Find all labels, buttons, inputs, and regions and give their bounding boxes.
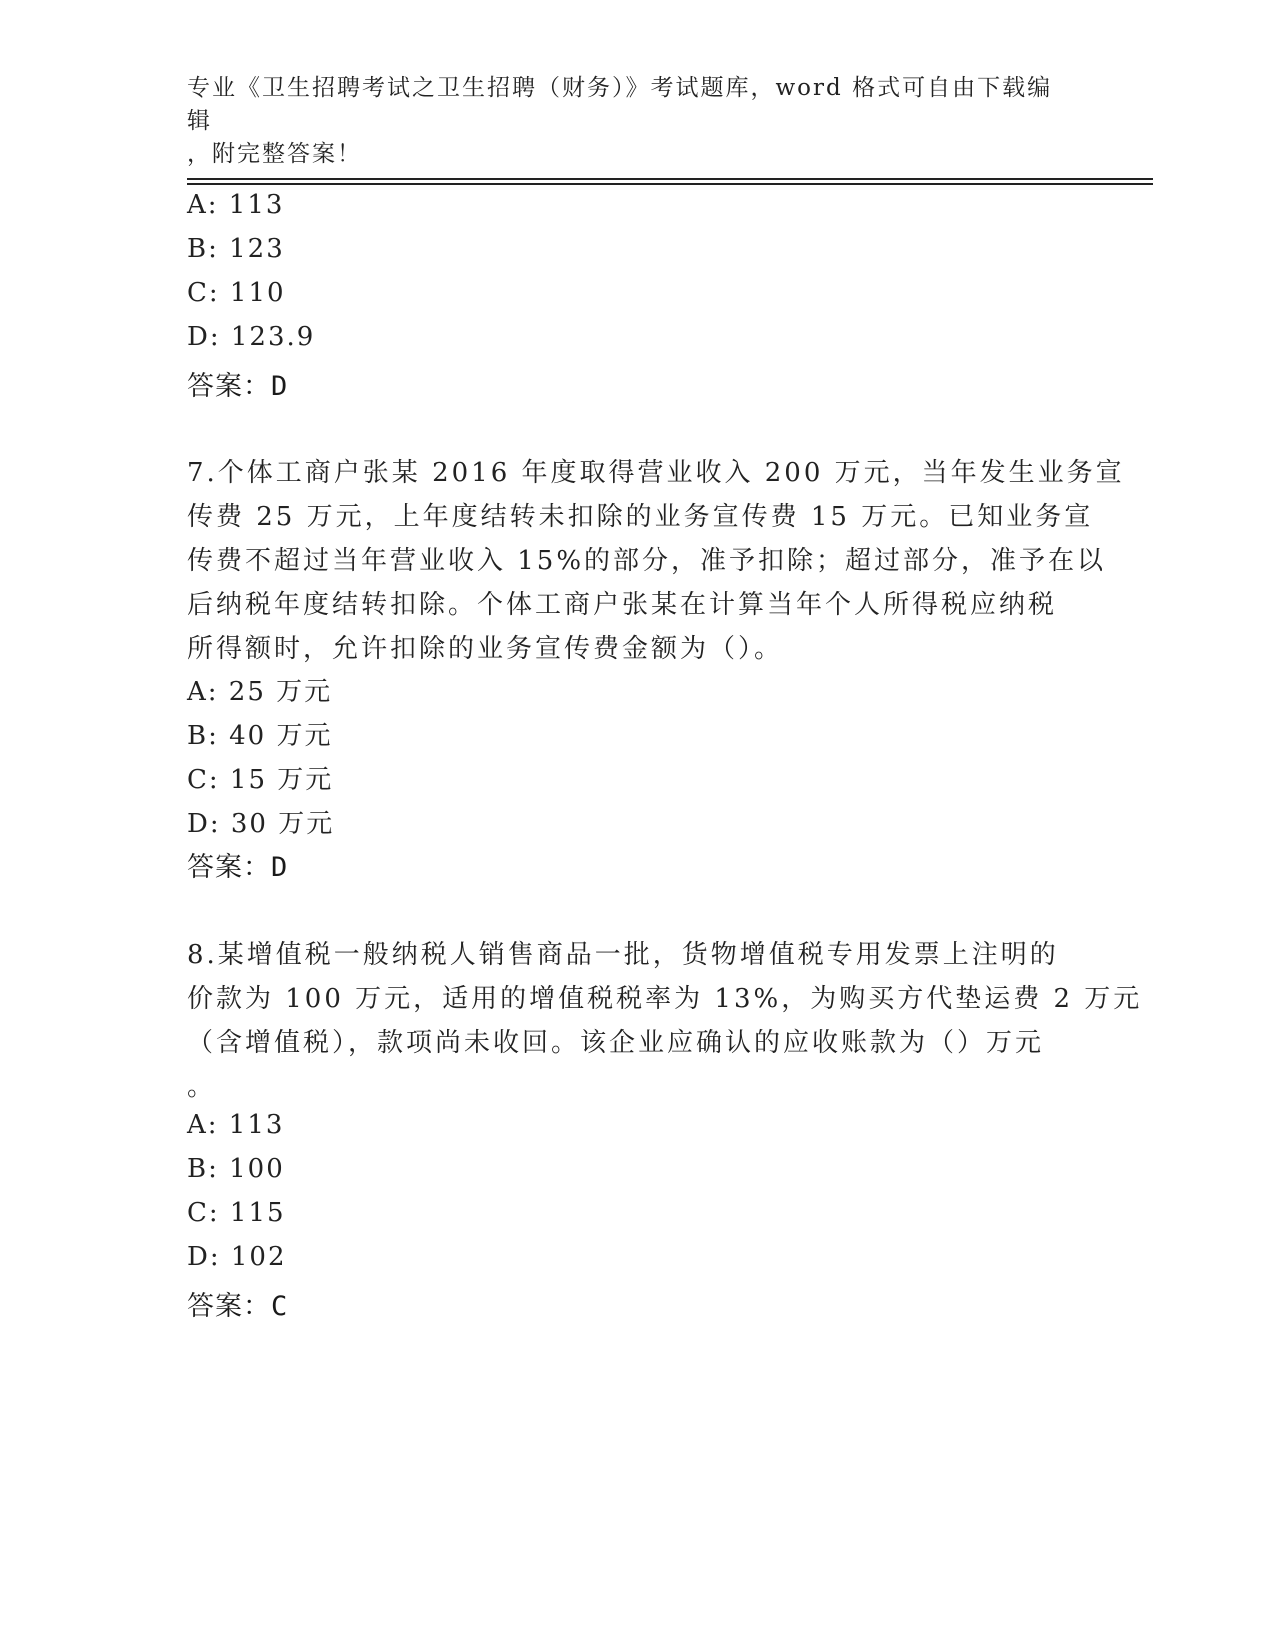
q7-text-line-2: 传费 25 万元，上年度结转未扣除的业务宣传费 15 万元。已知业务宣 [187, 502, 1094, 532]
q7-option-b: B: 40 万元 [187, 721, 333, 751]
q8-option-a: A: 113 [187, 1110, 285, 1140]
q8-option-c: C: 115 [187, 1198, 286, 1228]
answer-label: 答案： [187, 852, 271, 883]
q6-answer [187, 364, 288, 403]
header-line-1: 专业《卫生招聘考试之卫生招聘（财务）》考试题库，word 格式可自由下载编辑 [187, 75, 1053, 134]
q6-option-a: A: 113 [187, 190, 285, 220]
q6-option-c: C: 110 [187, 278, 286, 308]
q7-text-line-1: 7.个体工商户张某 2016 年度取得营业收入 200 万元，当年发生业务宣 [187, 458, 1125, 488]
answer-label: 答案： [187, 371, 271, 402]
q7-text-line-5: 所得额时，允许扣除的业务宣传费金额为（）。 [187, 634, 784, 664]
q8-text-line-1: 8.某增值税一般纳税人销售商品一批，货物增值税专用发票上注明的 [187, 940, 1059, 970]
q7-option-c: C: 15 万元 [187, 765, 334, 795]
q8-option-d: D: 102 [187, 1242, 287, 1272]
q7-option-a: A: 25 万元 [187, 677, 333, 707]
q7-text-line-4: 后纳税年度结转扣除。个体工商户张某在计算当年个人所得税应纳税 [187, 590, 1058, 620]
answer-label: 答案： [187, 1291, 271, 1322]
answer-value: C [271, 1291, 289, 1322]
q8-option-b: B: 100 [187, 1154, 285, 1184]
document-header [187, 72, 1067, 171]
header-divider-bottom [187, 183, 1153, 185]
header-line-2: ，附完整答案！ [187, 141, 362, 167]
q7-answer [187, 845, 288, 884]
header-divider-top [187, 178, 1153, 180]
q8-answer [187, 1284, 288, 1323]
q7-text-line-3: 传费不超过当年营业收入 15%的部分，准予扣除；超过部分，准予在以 [187, 546, 1107, 576]
q8-text-line-3: （含增值税），款项尚未收回。该企业应确认的应收账款为（）万元 [187, 1028, 1045, 1058]
q6-option-d: D: 123.9 [187, 322, 316, 352]
q8-text-line-2: 价款为 100 万元，适用的增值税税率为 13%，为购买方代垫运费 2 万元 [187, 984, 1143, 1014]
q6-option-b: B: 123 [187, 234, 285, 264]
answer-value: D [271, 371, 289, 402]
answer-value: D [271, 852, 289, 883]
q8-text-line-4: 。 [187, 1072, 217, 1102]
q7-option-d: D: 30 万元 [187, 809, 335, 839]
